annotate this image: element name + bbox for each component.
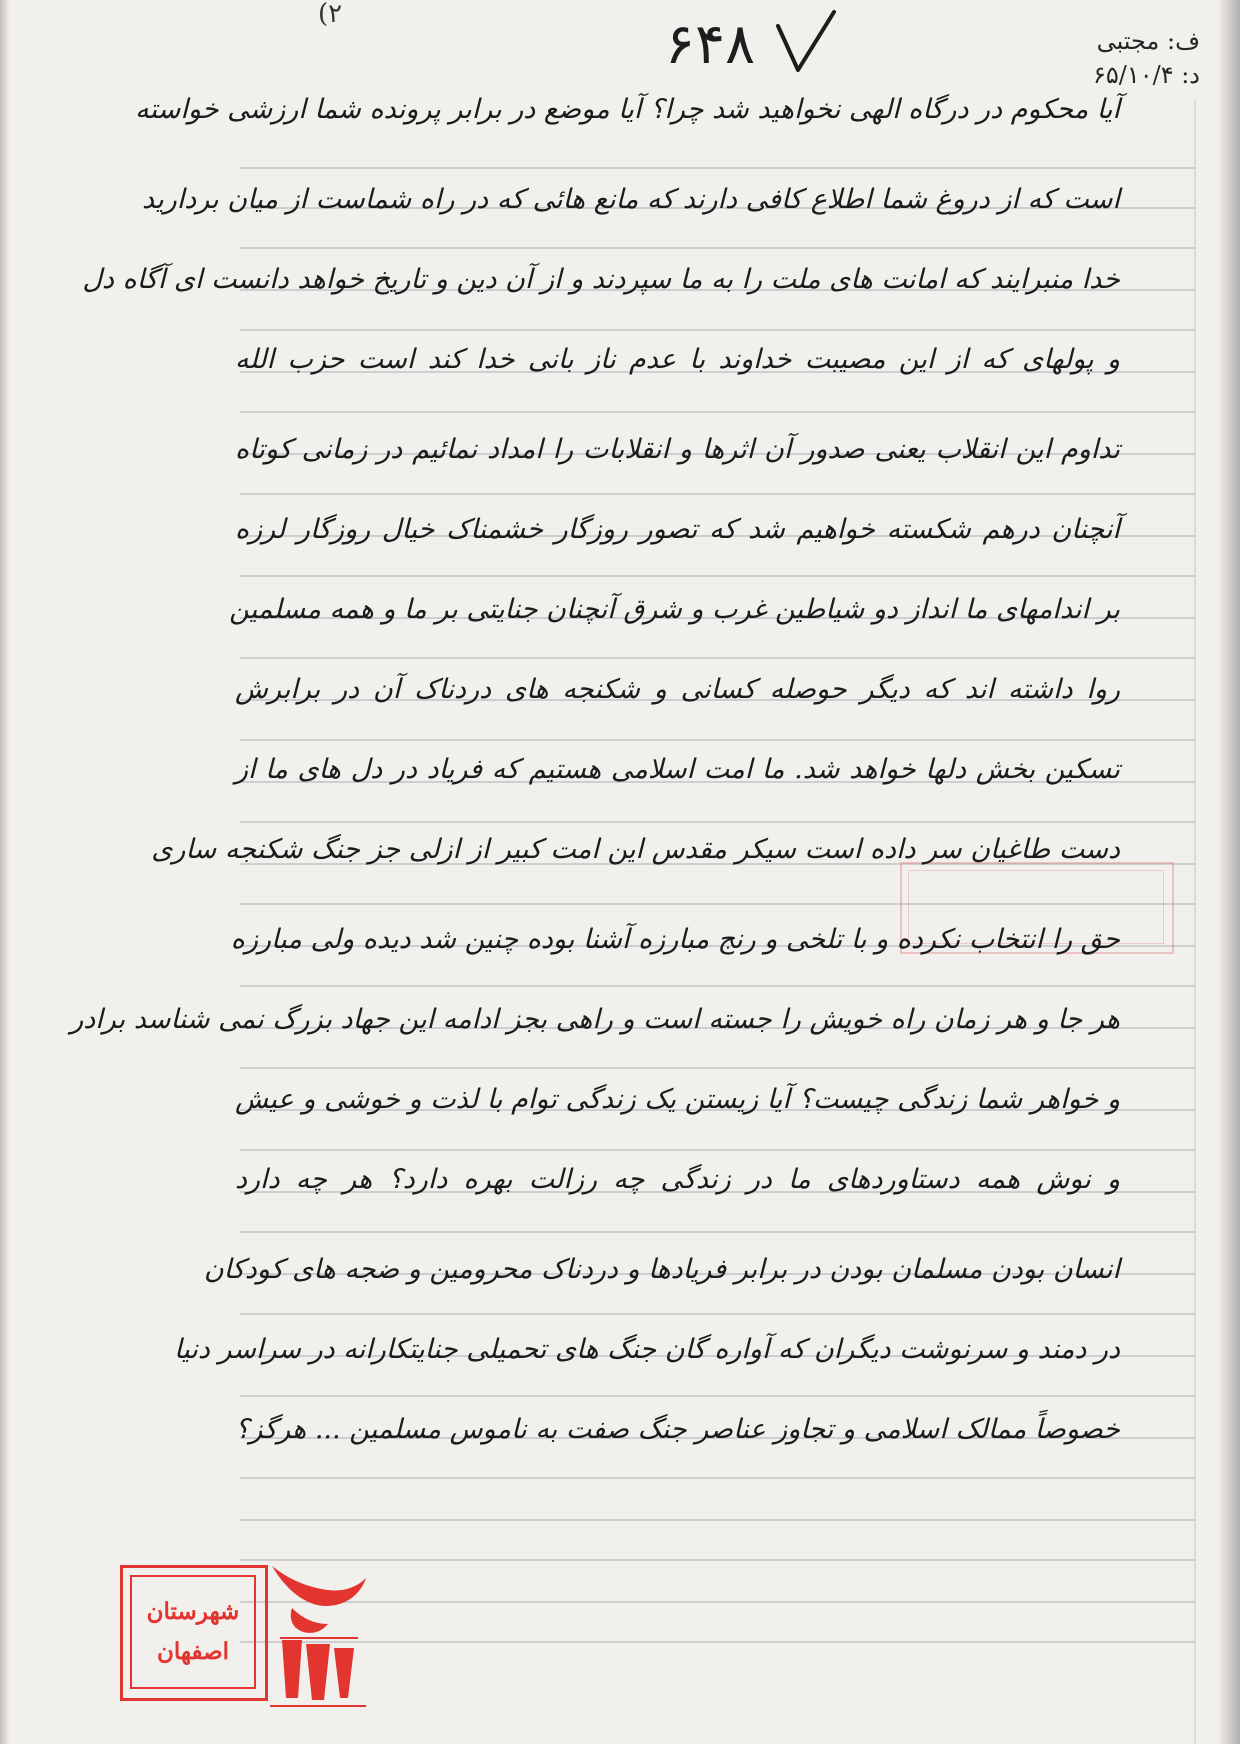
letter-line: تسکین بخش دلها خواهد شد. ما امت اسلامی هستیم که فریاد در دل های ما از bbox=[235, 754, 1120, 785]
letter-line: دست طاغیان سر داده است سیکر مقدس این امت کبیر از ازلی جز جنگ شکنجه ساری bbox=[151, 834, 1120, 865]
city-stamp bbox=[120, 1565, 268, 1701]
header-date: د: ۶۵/۱۰/۴ bbox=[1092, 61, 1200, 89]
letter-line: در دمند و سرنوشت دیگران که آواره گان جنگ های تحمیلی جنایتکارانه در سراسر دنیا bbox=[174, 1334, 1120, 1365]
letter-line: تداوم این انقلاب یعنی صدور آن اثرها و انقلابات را امداد نمائیم در زمانی کوتاه bbox=[235, 434, 1120, 465]
letter-line: حق را انتخاب نکرده و با تلخی و رنج مبارزه آشنا بوده چنین شد دیده ولی مبارزه bbox=[230, 924, 1120, 955]
letter-line: و نوش همه دستاوردهای ما در زندگی چه رزالت بهره دارد؟ هر چه دارد bbox=[235, 1164, 1120, 1195]
header-name: ف: مجتبی bbox=[1096, 27, 1200, 55]
letter-line: و پولهای که از این مصیبت خداوند با عدم ناز بانی خدا کند است حزب الله bbox=[235, 344, 1120, 375]
letter-line: آنچنان درهم شکسته خواهیم شد که تصور روزگار خشمناک خیال روزگار لرزه bbox=[235, 514, 1120, 545]
corner-mark: (۲ bbox=[318, 0, 343, 29]
letter-line: خصوصاً ممالک اسلامی و تجاوز عناصر جنگ صفت به ناموس مسلمین ... هرگز؟ bbox=[235, 1414, 1120, 1445]
stamp-city: شهرستان bbox=[146, 1598, 240, 1625]
stamp-province: اصفهان bbox=[156, 1638, 230, 1665]
checkmark-icon bbox=[770, 8, 840, 78]
letter-line: خدا منبرایند که امانت های ملت را به ما سپردند و از آن دین و تاریخ خواهد دانست ای آگاه دل bbox=[82, 264, 1120, 295]
letter-line: انسان بودن مسلمان بودن در برابر فریادها و دردناک محرومین و ضجه های کودکان bbox=[203, 1254, 1120, 1285]
martyrs-foundation-emblem-icon bbox=[262, 1548, 374, 1710]
letter-line: بر اندامهای ما انداز دو شیاطین غرب و شرق آنچنان جنایتی بر ما و همه مسلمین bbox=[229, 594, 1120, 625]
city-stamp-frame bbox=[130, 1575, 256, 1689]
letter-line: آیا محکوم در درگاه الهی نخواهید شد چرا؟ آیا موضع در برابر پرونده شما ارزشی خواسته bbox=[135, 94, 1120, 125]
archive-number: ۶۴۸ bbox=[664, 12, 756, 77]
letter-line: است که از دروغ شما اطلاع کافی دارند که مانع هائی که در راه شماست از میان بردارید bbox=[142, 184, 1120, 215]
letter-line: هر جا و هر زمان راه خویش را جسته است و راهی بجز ادامه این جهاد بزرگ نمی شناسد برادر bbox=[70, 1004, 1120, 1035]
letter-line: روا داشته اند که دیگر حوصله کسانی و شکنجه های دردناک آن در برابرش bbox=[235, 674, 1120, 705]
letter-line: و خواهر شما زندگی چیست؟ آیا زیستن یک زندگی توام با لذت و خوشی و عیش bbox=[235, 1084, 1120, 1115]
